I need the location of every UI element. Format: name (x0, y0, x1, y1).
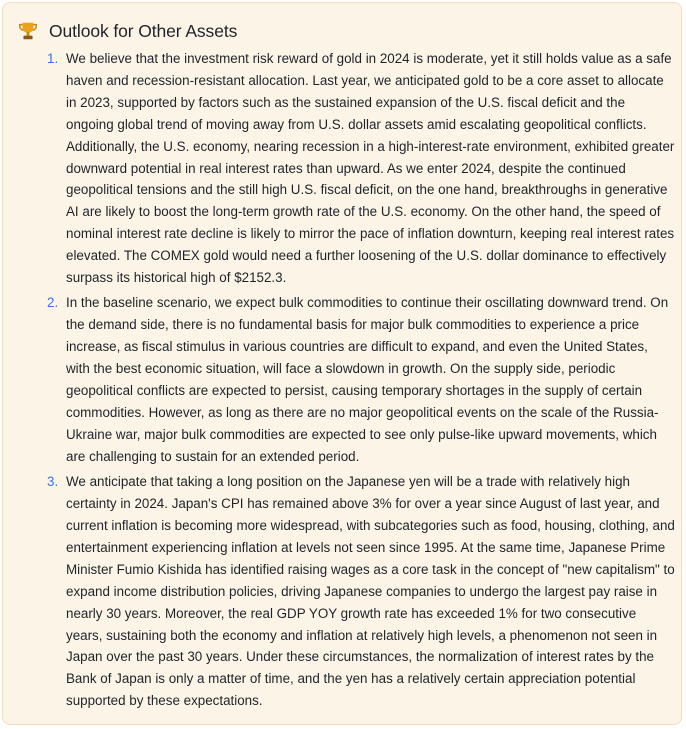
outlook-list (47, 48, 675, 716)
list-text: In the baseline scenario, we expect bulk commodities to continue their oscillating downward trend. On the demand side, there is no fundamental basis for major bulk commodities to experience a price increase, as fiscal stimulus in various countries are difficult to expand, and even the United States, with the best economic situation, will face a slowdown in growth. On the supply side, periodic geopolitical conflicts are expected to persist, causing temporary shortages in the supply of certain commodities. However, as long as there are no major geopolitical events on the scale of the Russia-Ukraine war, major bulk commodities are expected to see only pulse-like upward movements, which are challenging to sustain for an extended period. (66, 295, 669, 464)
list-number: 1. (47, 51, 59, 66)
outlook-card (2, 2, 682, 725)
list-item (47, 471, 675, 712)
section-header (17, 20, 237, 42)
list-text: We believe that the investment risk reward of gold in 2024 is moderate, yet it still holds value as a safe haven and recession-resistant allocation. Last year, we anticipated gold to be a core asset to allocate in 2023, supported by factors such as the sustained expansion of the U.S. fiscal deficit and the ongoing global trend of moving away from U.S. dollar assets amid escalating geopolitical conflicts. Additionally, the U.S. economy, nearing recession in a high-interest-rate environment, exhibited greater downward potential in real interest rates than upward. As we enter 2024, despite the continued geopolitical tensions and the still high U.S. fiscal deficit, on the one hand, breakthroughs in generative AI are likely to boost the long-term growth rate of the U.S. economy. On the other hand, the speed of nominal interest rate decline is likely to mirror the pace of inflation downturn, keeping real interest rates elevated. The COMEX gold would need a further loosening of the U.S. dollar dominance to effectively surpass its historical high of $2152.3. (66, 51, 675, 286)
section-title: Outlook for Other Assets (49, 20, 238, 41)
list-text: We anticipate that taking a long position on the Japanese yen will be a trade with relatively high certainty in 2024. Japan's CPI has remained above 3% for over a year since August of last year, and current inflation is becoming more widespread, with subcategories such as food, housing, clothing, and entertainment experiencing inflation at levels not seen since 1995. At the same time, Japanese Prime Minister Fumio Kishida has identified raising wages as a core task in the concept of "new capitalism" to expand income distribution policies, driving Japanese companies to undergo the largest pay raise in nearly 30 years. Moreover, the real GDP YOY growth rate has exceeded 1% for two consecutive years, sustaining both the economy and inflation at relatively high levels, a phenomenon not seen in Japan over the past 30 years. Under these circumstances, the normalization of interest rates by the Bank of Japan is only a matter of time, and the yen has a relatively certain appreciation potential supported by these expectations. (66, 474, 675, 709)
list-number: 3. (47, 474, 59, 490)
trophy-icon (17, 20, 39, 42)
list-number: 2. (47, 295, 59, 311)
list-item (47, 48, 675, 289)
list-item (47, 292, 675, 467)
